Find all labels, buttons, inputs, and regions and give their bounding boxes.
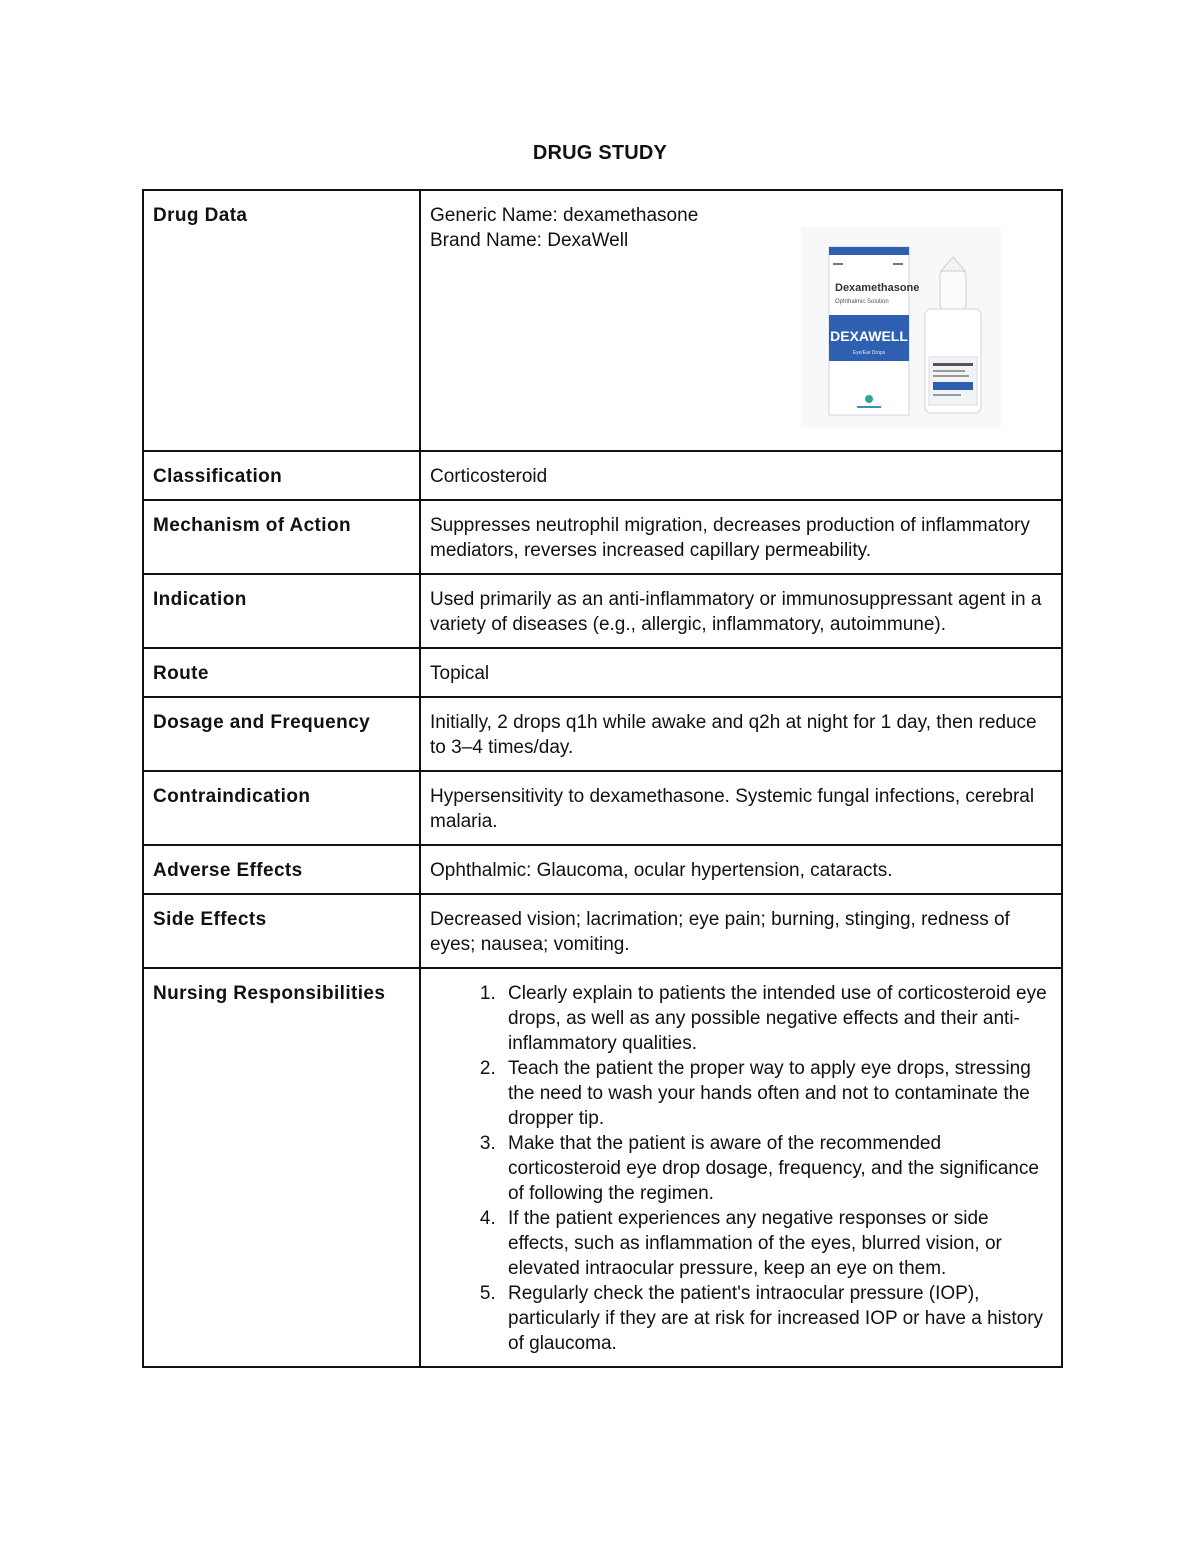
table-row [143, 648, 1062, 697]
box-drug-name: Dexamethasone [835, 282, 920, 294]
list-item: 3. Make that the patient is aware of the recommended corticosteroid eye drop dosage, frequency, and the significance of following the regimen. [501, 1131, 1052, 1206]
box-brand-sub: Eye/Ear Drops [852, 350, 886, 356]
nursing-list [430, 981, 1052, 1356]
value-dosage: Initially, 2 drops q1h while awake and q2h at night for 1 day, then reduce to 3–4 times/day. [420, 697, 1062, 771]
drug-study-table [142, 189, 1063, 1368]
label-adverse-effects: Adverse Effects [143, 845, 420, 894]
label-dosage: Dosage and Frequency [143, 697, 420, 771]
list-item: 5. Regularly check the patient's intraocular pressure (IOP), particularly if they are at risk for increased IOP or have a history of glaucoma. [501, 1281, 1052, 1356]
table-row [143, 894, 1062, 968]
value-nursing [420, 968, 1062, 1367]
value-side-effects: Decreased vision; lacrimation; eye pain; burning, stinging, redness of eyes; nausea; vomiting. [420, 894, 1062, 968]
table-row [143, 697, 1062, 771]
list-item: 2. Teach the patient the proper way to apply eye drops, stressing the need to wash your hands often and not to contaminate the dropper tip. [501, 1056, 1052, 1131]
table-row [143, 771, 1062, 845]
value-route: Topical [420, 648, 1062, 697]
table-row [143, 451, 1062, 500]
table-row-nursing [143, 968, 1062, 1367]
value-adverse-effects: Ophthalmic: Glaucoma, ocular hypertension, cataracts. [420, 845, 1062, 894]
label-classification: Classification [143, 451, 420, 500]
table-row-drug-data [143, 190, 1062, 451]
value-contraindication: Hypersensitivity to dexamethasone. Systemic fungal infections, cerebral malaria. [420, 771, 1062, 845]
drug-data-value [420, 190, 1062, 451]
generic-name: Generic Name: dexamethasone [430, 205, 699, 226]
label-side-effects: Side Effects [143, 894, 420, 968]
label-drug-data: Drug Data [143, 190, 420, 451]
label-nursing: Nursing Responsibilities [143, 968, 420, 1367]
product-image [801, 227, 1001, 427]
value-classification: Corticosteroid [420, 451, 1062, 500]
label-contraindication: Contraindication [143, 771, 420, 845]
value-mechanism: Suppresses neutrophil migration, decreases production of inflammatory mediators, reverses increased capillary permeability. [420, 500, 1062, 574]
page-title: DRUG STUDY [532, 142, 668, 164]
list-item: 1. Clearly explain to patients the intended use of corticosteroid eye drops, as well as any possible negative effects and their anti-inflammatory qualities. [501, 981, 1052, 1056]
list-item: 4. If the patient experiences any negative responses or side effects, such as inflammation of the eyes, blurred vision, or elevated intraocular pressure, keep an eye on them. [501, 1206, 1052, 1281]
value-indication: Used primarily as an anti-inflammatory or immunosuppressant agent in a variety of diseases (e.g., allergic, inflammatory, autoimmune). [420, 574, 1062, 648]
brand-name: Brand Name: DexaWell [430, 230, 629, 251]
table-row [143, 845, 1062, 894]
label-indication: Indication [143, 574, 420, 648]
label-route: Route [143, 648, 420, 697]
dexawell-product-photo [801, 227, 1001, 427]
box-brand: DEXAWELL [830, 328, 908, 344]
table-row [143, 574, 1062, 648]
box-drug-sub: Ophthalmic Solution [835, 299, 889, 305]
table-row [143, 500, 1062, 574]
label-mechanism: Mechanism of Action [143, 500, 420, 574]
